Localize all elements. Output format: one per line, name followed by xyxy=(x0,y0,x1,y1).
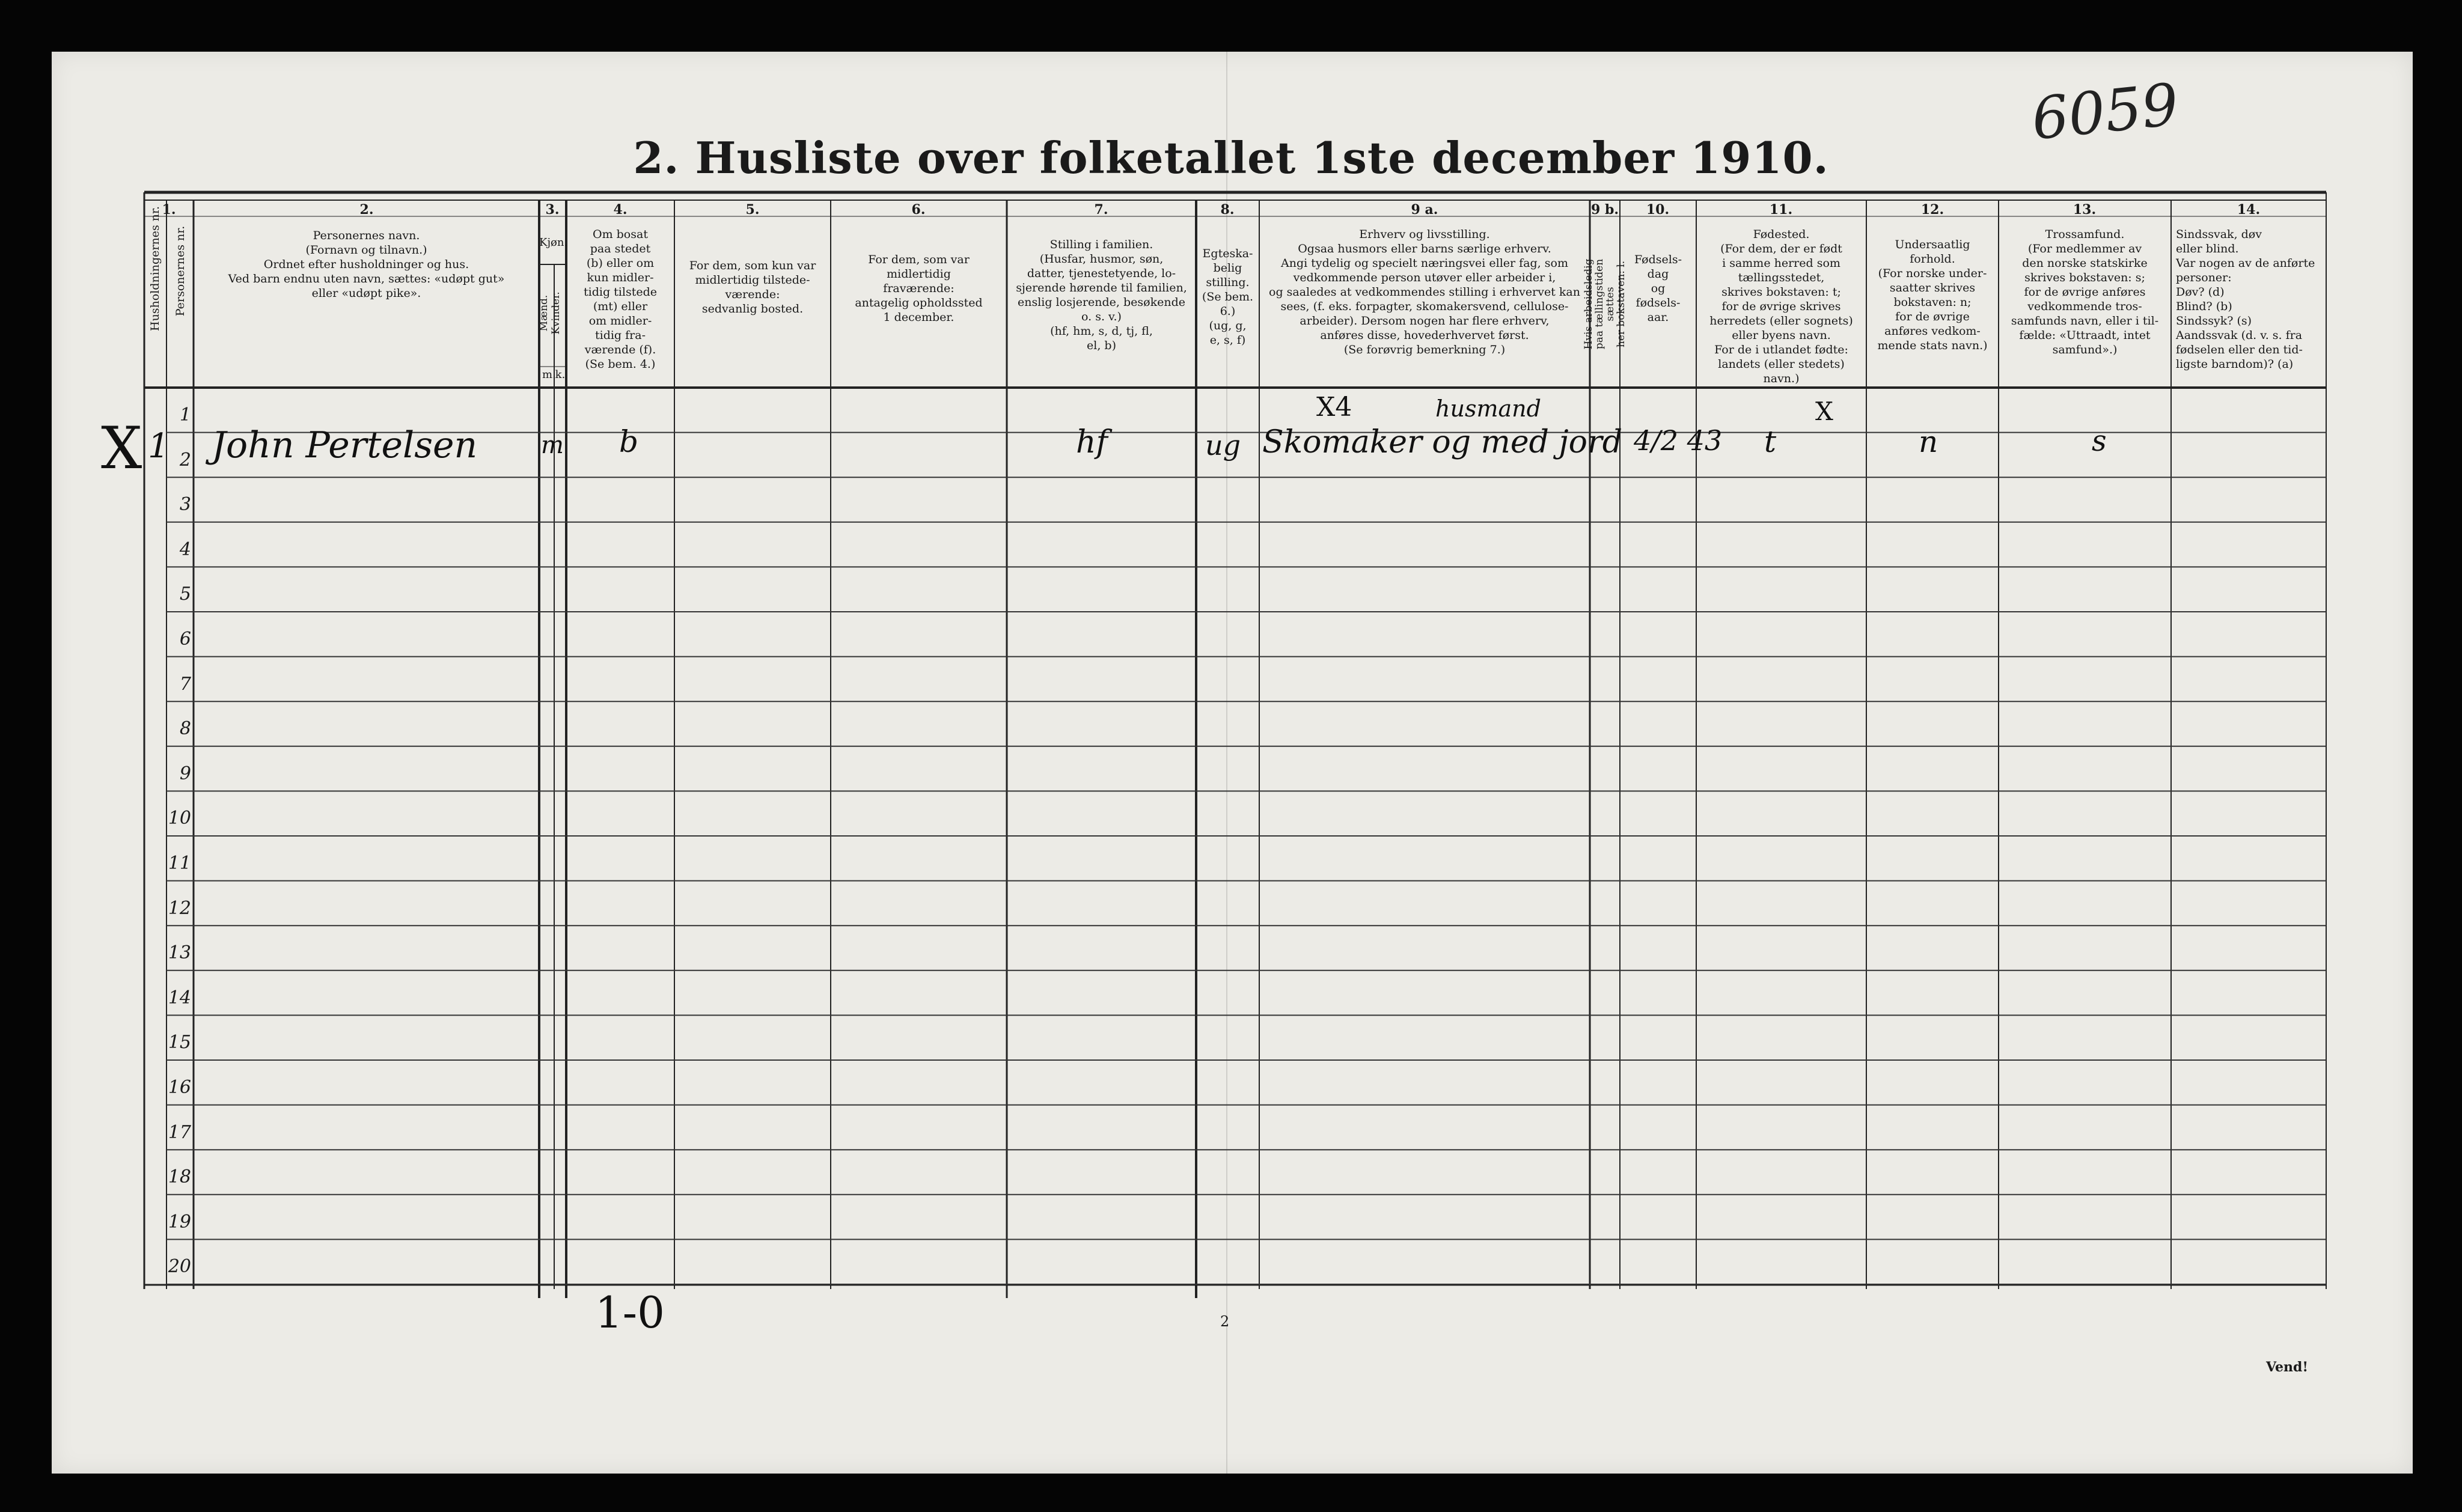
header-birthplace: Fødested. (For dem, der er født i samme herred som tællingsstedet, skrives bokstaven: t; for de øvrige skrives herredets (eller sognets) eller byens navn. For de i utlandet fødte: landets (eller stedets) navn.) xyxy=(1709,228,1853,385)
header-sex-male: Mænd. xyxy=(538,294,550,332)
marital-entry: ug xyxy=(1205,429,1241,462)
row-number: 15 xyxy=(168,1032,191,1053)
row-number: 20 xyxy=(168,1256,191,1278)
header-sex-m: m. xyxy=(542,368,556,381)
column-number: 2. xyxy=(359,202,374,218)
page-number: 2 xyxy=(1220,1313,1230,1330)
header-name: Personernes navn. (Fornavn og tilnavn.) Ordnet efter husholdninger og hus. Ved barn endnu uten navn, sættes: «udøpt gut» eller «udøpt pike». xyxy=(228,229,505,300)
column-number: 3. xyxy=(545,202,560,218)
occupation-prefix: X4 xyxy=(1316,392,1352,422)
header-religion: Trossamfund. (For medlemmer av den norske statskirke skrives bokstaven: s; for de øvrige anføres vedkommende tros- samfunds navn, eller i til- fælde: «Uttraadt, intet samfund».) xyxy=(2011,228,2159,356)
row-number: 18 xyxy=(168,1166,191,1188)
row-number: 2 xyxy=(179,449,191,471)
family-position-entry: hf xyxy=(1076,424,1108,460)
row-number: 3 xyxy=(179,494,191,516)
header-temporary-location: For dem, som var midlertidig fraværende: antagelig opholdssted 1 december. xyxy=(855,253,983,324)
header-household-no: Husholdningernes nr. xyxy=(148,206,162,331)
header-sex-k: k. xyxy=(555,368,566,381)
occupation-entry: Skomaker og med jord xyxy=(1262,424,1623,460)
column-number: 5. xyxy=(745,202,760,218)
row-number: 17 xyxy=(168,1121,191,1143)
margin-mark: X xyxy=(101,415,142,482)
row-number: 7 xyxy=(179,673,191,695)
column-number: 7. xyxy=(1094,202,1108,218)
birthplace-entry: t xyxy=(1764,424,1777,459)
column-number: 14. xyxy=(2237,202,2261,218)
row-number: 19 xyxy=(168,1211,191,1233)
row-number: 16 xyxy=(168,1077,191,1098)
header-occupation: Erhverv og livsstilling. Ogsaa husmors eller barns særlige erhverv. Angi tydelig og specielt næringsvei eller fag, som vedkommende person utøver eller arbeider i, og saaledes at vedkommendes stilling i erhvervet kan sees, (f. eks. forpagter, skomakersvend, cellulose- arbeider). Dersom nogen har flere erhverv, anføres disse, hovederhvervet først. (Se forøvrig bemerkning 7.) xyxy=(1269,228,1580,356)
row-number: 4 xyxy=(179,538,191,560)
religion-entry: s xyxy=(2092,424,2107,458)
page-title: 2. Husliste over folketallet 1ste december 1910. xyxy=(633,132,1829,183)
column-number: 6. xyxy=(911,202,926,218)
row-number: 13 xyxy=(168,942,191,964)
header-family-position: Stilling i familien. (Husfar, husmor, søn, datter, tjenestetyende, lo- sjerende hørende til familien, enslig losjerende, besøkende o. s. v.) (hf, hm, s, d, tj, fl, el, b) xyxy=(1016,238,1187,352)
header-citizenship: Undersaatlig forhold. (For norske under- saatter skrives bokstaven: n; for de øvrige anføres vedkom- mende stats navn.) xyxy=(1877,238,1988,352)
row-number: 1 xyxy=(179,404,191,425)
citizenship-entry: n xyxy=(1919,424,1938,459)
birthdate-entry: 4/2 43 xyxy=(1634,424,1723,457)
header-disability: Sindssvak, døv eller blind. Var nogen av de anførte personer: Døv? (d) Blind? (b) Sindssyk? (s) Aandssvak (d. v. s. fra fødselen eller den tid- ligste barndom)? (a) xyxy=(2176,228,2315,371)
header-usual-residence: For dem, som kun var midlertidig tilstede- værende: sedvanlig bosted. xyxy=(689,259,816,316)
row-number: 11 xyxy=(168,853,191,874)
column-number: 1. xyxy=(162,202,176,218)
row-number: 8 xyxy=(179,718,191,740)
column-number: 13. xyxy=(2073,202,2097,218)
header-sex-female: Kvinder. xyxy=(550,291,562,335)
row-number: 9 xyxy=(179,763,191,784)
row-number: 14 xyxy=(168,987,191,1008)
household-number: 1 xyxy=(148,427,170,466)
footer-turn-over: Vend! xyxy=(2266,1359,2309,1375)
column-number: 12. xyxy=(1920,202,1944,218)
column-number: 10. xyxy=(1646,202,1670,218)
residence-entry: b xyxy=(619,424,639,459)
header-birthdate: Fødsels- dag og fødsels- aar. xyxy=(1634,253,1682,324)
sex-entry: m xyxy=(541,431,564,459)
birthplace-mark: X xyxy=(1815,397,1833,426)
bottom-note: 1-0 xyxy=(595,1287,665,1338)
column-number: 9 b. xyxy=(1590,202,1619,218)
occupation-insert: husmand xyxy=(1435,395,1541,422)
row-number: 10 xyxy=(168,808,191,829)
header-sex: Kjøn. xyxy=(539,236,568,249)
column-number: 4. xyxy=(613,202,628,218)
archive-number: 6059 xyxy=(2028,70,2182,153)
person-name: John Pertelsen xyxy=(212,424,478,466)
column-number: 9 a. xyxy=(1411,202,1438,218)
header-person-no: Personernes nr. xyxy=(174,225,187,317)
column-number: 8. xyxy=(1220,202,1235,218)
header-marital-status: Egteska- belig stilling. (Se bem. 6.) (ug, g, e, s, f) xyxy=(1202,247,1254,347)
header-unemployed: Hvis arbeidsledig paa tællingstiden sættes her bokstaven: l. xyxy=(1583,258,1627,350)
header-residence: Om bosat paa stedet (b) eller om kun midler- tidig tilstede (mt) eller om midler- tidig fra- værende (f). (Se bem. 4.) xyxy=(584,228,657,371)
row-number: 6 xyxy=(179,629,191,650)
row-number: 12 xyxy=(168,897,191,919)
column-number: 11. xyxy=(1769,202,1793,218)
row-number: 5 xyxy=(179,584,191,605)
